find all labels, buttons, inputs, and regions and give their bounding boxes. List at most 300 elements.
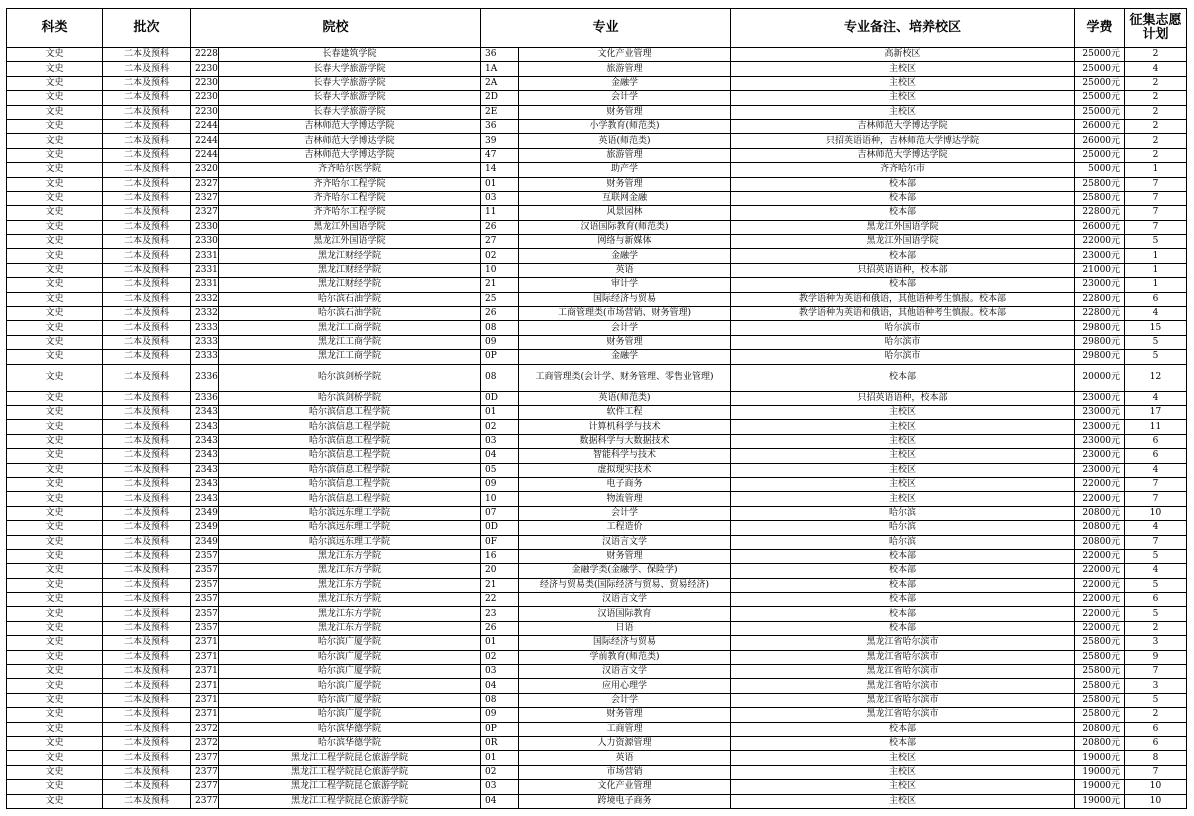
cell-school-name: 黑龙江工商学院	[219, 335, 481, 349]
cell-subject-type: 文史	[7, 794, 103, 808]
cell-tuition: 22800元	[1075, 206, 1125, 220]
cell-subject-type: 文史	[7, 708, 103, 722]
cell-batch: 二本及预科	[103, 621, 191, 635]
cell-school-code: 2377	[191, 765, 219, 779]
cell-major-code: 05	[481, 463, 519, 477]
table-row	[7, 405, 1187, 419]
cell-major-code: 16	[481, 549, 519, 563]
cell-major-notes: 校本部	[731, 278, 1075, 292]
cell-school-name: 哈尔滨信息工程学院	[219, 492, 481, 506]
cell-school-name: 长春大学旅游学院	[219, 105, 481, 119]
cell-subject-type: 文史	[7, 636, 103, 650]
cell-major-code: 36	[481, 119, 519, 133]
cell-tuition: 19000元	[1075, 751, 1125, 765]
table-row	[7, 350, 1187, 364]
cell-tuition: 26000元	[1075, 134, 1125, 148]
cell-subject-type: 文史	[7, 48, 103, 62]
cell-major-name: 日语	[519, 621, 731, 635]
cell-school-name: 哈尔滨远东理工学院	[219, 521, 481, 535]
cell-plan-count: 2	[1125, 76, 1187, 90]
cell-major-notes: 教学语种为英语和俄语，其他语种考生慎报。校本部	[731, 307, 1075, 321]
header-major-notes: 专业备注、培养校区	[731, 9, 1075, 48]
cell-major-name: 学前教育(师范类)	[519, 650, 731, 664]
cell-major-name: 国际经济与贸易	[519, 292, 731, 306]
cell-major-name: 工商管理类(会计学、财务管理、零售业管理)	[519, 364, 731, 391]
cell-plan-count: 2	[1125, 105, 1187, 119]
cell-school-code: 2349	[191, 535, 219, 549]
cell-batch: 二本及预科	[103, 405, 191, 419]
cell-plan-count: 4	[1125, 391, 1187, 405]
table-row	[7, 607, 1187, 621]
cell-school-code: 2371	[191, 636, 219, 650]
cell-plan-count: 2	[1125, 91, 1187, 105]
cell-major-notes: 校本部	[731, 191, 1075, 205]
cell-batch: 二本及预科	[103, 148, 191, 162]
table-row	[7, 794, 1187, 808]
cell-batch: 二本及预科	[103, 636, 191, 650]
cell-school-code: 2230	[191, 105, 219, 119]
cell-major-notes: 黑龙江省哈尔滨市	[731, 693, 1075, 707]
cell-major-name: 会计学	[519, 506, 731, 520]
cell-batch: 二本及预科	[103, 794, 191, 808]
cell-major-code: 1A	[481, 62, 519, 76]
cell-school-name: 哈尔滨广厦学院	[219, 708, 481, 722]
cell-major-name: 会计学	[519, 693, 731, 707]
cell-school-name: 哈尔滨广厦学院	[219, 679, 481, 693]
cell-school-name: 哈尔滨华德学院	[219, 722, 481, 736]
cell-plan-count: 8	[1125, 751, 1187, 765]
cell-major-notes: 主校区	[731, 751, 1075, 765]
cell-school-name: 哈尔滨信息工程学院	[219, 420, 481, 434]
cell-school-name: 长春建筑学院	[219, 48, 481, 62]
cell-school-code: 2357	[191, 621, 219, 635]
cell-plan-count: 4	[1125, 521, 1187, 535]
cell-school-name: 齐齐哈尔工程学院	[219, 206, 481, 220]
cell-major-notes: 校本部	[731, 607, 1075, 621]
cell-school-name: 吉林师范大学博达学院	[219, 148, 481, 162]
cell-major-notes: 黑龙江省哈尔滨市	[731, 679, 1075, 693]
cell-school-code: 2372	[191, 722, 219, 736]
cell-tuition: 22000元	[1075, 492, 1125, 506]
cell-subject-type: 文史	[7, 62, 103, 76]
cell-batch: 二本及预科	[103, 335, 191, 349]
cell-major-code: 0P	[481, 350, 519, 364]
cell-major-name: 财务管理	[519, 708, 731, 722]
table-row	[7, 91, 1187, 105]
cell-major-name: 风景园林	[519, 206, 731, 220]
cell-plan-count: 7	[1125, 177, 1187, 191]
table-row	[7, 278, 1187, 292]
table-row	[7, 593, 1187, 607]
cell-major-notes: 哈尔滨	[731, 535, 1075, 549]
cell-major-code: 09	[481, 708, 519, 722]
cell-subject-type: 文史	[7, 263, 103, 277]
cell-major-notes: 主校区	[731, 780, 1075, 794]
cell-plan-count: 6	[1125, 434, 1187, 448]
cell-batch: 二本及预科	[103, 463, 191, 477]
cell-major-notes: 吉林师范大学博达学院	[731, 148, 1075, 162]
cell-major-notes: 校本部	[731, 206, 1075, 220]
table-body	[7, 48, 1187, 809]
table-row	[7, 263, 1187, 277]
cell-subject-type: 文史	[7, 736, 103, 750]
table-row	[7, 636, 1187, 650]
cell-tuition: 25000元	[1075, 148, 1125, 162]
cell-school-name: 黑龙江工程学院昆仑旅游学院	[219, 765, 481, 779]
table-row	[7, 492, 1187, 506]
cell-school-name: 黑龙江工商学院	[219, 350, 481, 364]
cell-major-name: 英语(师范类)	[519, 391, 731, 405]
cell-school-code: 2343	[191, 405, 219, 419]
cell-school-name: 黑龙江东方学院	[219, 564, 481, 578]
cell-major-notes: 校本部	[731, 549, 1075, 563]
cell-tuition: 25800元	[1075, 665, 1125, 679]
cell-school-code: 2371	[191, 679, 219, 693]
cell-school-name: 哈尔滨广厦学院	[219, 665, 481, 679]
table-row	[7, 751, 1187, 765]
cell-major-notes: 哈尔滨市	[731, 321, 1075, 335]
cell-tuition: 25800元	[1075, 679, 1125, 693]
cell-major-notes: 主校区	[731, 91, 1075, 105]
cell-tuition: 5000元	[1075, 163, 1125, 177]
cell-major-notes: 只招英语语种，校本部	[731, 391, 1075, 405]
cell-batch: 二本及预科	[103, 105, 191, 119]
cell-major-notes: 高新校区	[731, 48, 1075, 62]
cell-major-notes: 主校区	[731, 765, 1075, 779]
table-row	[7, 163, 1187, 177]
table-row	[7, 177, 1187, 191]
cell-subject-type: 文史	[7, 321, 103, 335]
cell-tuition: 19000元	[1075, 794, 1125, 808]
cell-major-notes: 吉林师范大学博达学院	[731, 119, 1075, 133]
cell-batch: 二本及预科	[103, 350, 191, 364]
cell-major-name: 软件工程	[519, 405, 731, 419]
enrollment-plan-table	[6, 8, 1187, 809]
cell-major-code: 20	[481, 564, 519, 578]
cell-major-notes: 主校区	[731, 434, 1075, 448]
cell-major-name: 国际经济与贸易	[519, 636, 731, 650]
cell-major-notes: 黑龙江省哈尔滨市	[731, 636, 1075, 650]
cell-school-code: 2371	[191, 650, 219, 664]
cell-major-code: 04	[481, 794, 519, 808]
cell-subject-type: 文史	[7, 679, 103, 693]
cell-major-code: 0P	[481, 722, 519, 736]
cell-batch: 二本及预科	[103, 191, 191, 205]
cell-school-code: 2371	[191, 708, 219, 722]
cell-major-code: 01	[481, 177, 519, 191]
cell-major-code: 03	[481, 665, 519, 679]
cell-subject-type: 文史	[7, 521, 103, 535]
table-row	[7, 736, 1187, 750]
cell-batch: 二本及预科	[103, 76, 191, 90]
cell-batch: 二本及预科	[103, 679, 191, 693]
cell-tuition: 22000元	[1075, 607, 1125, 621]
cell-plan-count: 5	[1125, 693, 1187, 707]
cell-major-name: 金融学	[519, 249, 731, 263]
cell-subject-type: 文史	[7, 292, 103, 306]
table-row	[7, 578, 1187, 592]
cell-major-code: 08	[481, 321, 519, 335]
cell-major-code: 08	[481, 693, 519, 707]
cell-plan-count: 1	[1125, 249, 1187, 263]
cell-subject-type: 文史	[7, 449, 103, 463]
cell-major-name: 英语(师范类)	[519, 134, 731, 148]
cell-school-name: 哈尔滨信息工程学院	[219, 434, 481, 448]
cell-plan-count: 2	[1125, 148, 1187, 162]
cell-batch: 二本及预科	[103, 119, 191, 133]
cell-major-name: 工程造价	[519, 521, 731, 535]
cell-major-notes: 主校区	[731, 76, 1075, 90]
cell-major-code: 02	[481, 765, 519, 779]
cell-tuition: 25000元	[1075, 76, 1125, 90]
cell-batch: 二本及预科	[103, 722, 191, 736]
cell-major-notes: 主校区	[731, 105, 1075, 119]
cell-school-name: 黑龙江工程学院昆仑旅游学院	[219, 794, 481, 808]
cell-major-code: 10	[481, 492, 519, 506]
cell-school-name: 齐齐哈尔工程学院	[219, 191, 481, 205]
cell-major-code: 2E	[481, 105, 519, 119]
cell-school-name: 哈尔滨广厦学院	[219, 636, 481, 650]
cell-major-name: 英语	[519, 263, 731, 277]
cell-tuition: 26000元	[1075, 119, 1125, 133]
cell-major-name: 经济与贸易类(国际经济与贸易、贸易经济)	[519, 578, 731, 592]
table-row	[7, 191, 1187, 205]
cell-subject-type: 文史	[7, 350, 103, 364]
cell-school-code: 2230	[191, 62, 219, 76]
cell-major-code: 03	[481, 780, 519, 794]
cell-tuition: 29800元	[1075, 350, 1125, 364]
cell-major-name: 跨境电子商务	[519, 794, 731, 808]
table-row	[7, 206, 1187, 220]
cell-subject-type: 文史	[7, 278, 103, 292]
cell-tuition: 25000元	[1075, 62, 1125, 76]
cell-school-name: 黑龙江东方学院	[219, 621, 481, 635]
cell-batch: 二本及预科	[103, 235, 191, 249]
cell-batch: 二本及预科	[103, 263, 191, 277]
header-batch: 批次	[103, 9, 191, 48]
cell-school-code: 2377	[191, 751, 219, 765]
cell-tuition: 25800元	[1075, 650, 1125, 664]
cell-school-code: 2371	[191, 665, 219, 679]
cell-subject-type: 文史	[7, 405, 103, 419]
cell-tuition: 22000元	[1075, 564, 1125, 578]
cell-plan-count: 3	[1125, 636, 1187, 650]
cell-batch: 二本及预科	[103, 693, 191, 707]
cell-tuition: 23000元	[1075, 434, 1125, 448]
header-subject-type: 科类	[7, 9, 103, 48]
cell-school-name: 黑龙江财经学院	[219, 249, 481, 263]
cell-major-code: 21	[481, 278, 519, 292]
cell-subject-type: 文史	[7, 463, 103, 477]
cell-major-name: 金融学类(金融学、保险学)	[519, 564, 731, 578]
cell-plan-count: 5	[1125, 549, 1187, 563]
cell-plan-count: 5	[1125, 607, 1187, 621]
cell-major-code: 02	[481, 650, 519, 664]
cell-subject-type: 文史	[7, 420, 103, 434]
table-row	[7, 549, 1187, 563]
cell-major-code: 0D	[481, 391, 519, 405]
cell-school-code: 2244	[191, 119, 219, 133]
cell-major-name: 物流管理	[519, 492, 731, 506]
cell-batch: 二本及预科	[103, 62, 191, 76]
cell-major-code: 01	[481, 751, 519, 765]
cell-subject-type: 文史	[7, 235, 103, 249]
cell-school-name: 吉林师范大学博达学院	[219, 134, 481, 148]
table-row	[7, 434, 1187, 448]
cell-school-name: 哈尔滨远东理工学院	[219, 506, 481, 520]
cell-major-name: 财务管理	[519, 105, 731, 119]
table-row	[7, 105, 1187, 119]
cell-major-name: 网络与新媒体	[519, 235, 731, 249]
table-row	[7, 708, 1187, 722]
cell-major-notes: 主校区	[731, 794, 1075, 808]
cell-major-code: 39	[481, 134, 519, 148]
cell-batch: 二本及预科	[103, 593, 191, 607]
cell-subject-type: 文史	[7, 765, 103, 779]
cell-subject-type: 文史	[7, 148, 103, 162]
cell-school-code: 2327	[191, 206, 219, 220]
table-row	[7, 235, 1187, 249]
cell-major-name: 英语	[519, 751, 731, 765]
cell-school-code: 2331	[191, 278, 219, 292]
cell-subject-type: 文史	[7, 506, 103, 520]
cell-plan-count: 9	[1125, 650, 1187, 664]
cell-school-code: 2330	[191, 220, 219, 234]
table-row	[7, 463, 1187, 477]
cell-school-code: 2333	[191, 335, 219, 349]
table-row	[7, 119, 1187, 133]
cell-subject-type: 文史	[7, 220, 103, 234]
cell-tuition: 23000元	[1075, 405, 1125, 419]
cell-subject-type: 文史	[7, 693, 103, 707]
cell-major-code: 03	[481, 191, 519, 205]
cell-plan-count: 7	[1125, 535, 1187, 549]
cell-subject-type: 文史	[7, 163, 103, 177]
cell-major-name: 工商管理	[519, 722, 731, 736]
cell-major-code: 04	[481, 449, 519, 463]
cell-subject-type: 文史	[7, 391, 103, 405]
cell-school-code: 2357	[191, 607, 219, 621]
enrollment-table-container	[6, 8, 1186, 809]
cell-batch: 二本及预科	[103, 307, 191, 321]
cell-school-code: 2333	[191, 321, 219, 335]
cell-plan-count: 7	[1125, 206, 1187, 220]
cell-batch: 二本及预科	[103, 751, 191, 765]
table-row	[7, 148, 1187, 162]
table-row	[7, 48, 1187, 62]
cell-school-name: 哈尔滨剑桥学院	[219, 364, 481, 391]
cell-tuition: 21000元	[1075, 263, 1125, 277]
cell-major-notes: 教学语种为英语和俄语，其他语种考生慎报。校本部	[731, 292, 1075, 306]
cell-plan-count: 4	[1125, 307, 1187, 321]
cell-major-name: 电子商务	[519, 477, 731, 491]
cell-tuition: 25000元	[1075, 48, 1125, 62]
cell-major-notes: 主校区	[731, 463, 1075, 477]
cell-tuition: 22800元	[1075, 292, 1125, 306]
cell-batch: 二本及预科	[103, 48, 191, 62]
cell-major-notes: 校本部	[731, 621, 1075, 635]
cell-school-code: 2343	[191, 477, 219, 491]
cell-plan-count: 5	[1125, 335, 1187, 349]
cell-subject-type: 文史	[7, 364, 103, 391]
cell-school-name: 哈尔滨信息工程学院	[219, 405, 481, 419]
cell-plan-count: 7	[1125, 477, 1187, 491]
cell-school-code: 2336	[191, 364, 219, 391]
cell-plan-count: 6	[1125, 722, 1187, 736]
cell-tuition: 26000元	[1075, 220, 1125, 234]
cell-batch: 二本及预科	[103, 163, 191, 177]
cell-batch: 二本及预科	[103, 477, 191, 491]
cell-major-name: 汉语言文学	[519, 665, 731, 679]
cell-major-name: 小学教育(师范类)	[519, 119, 731, 133]
cell-tuition: 25800元	[1075, 191, 1125, 205]
cell-plan-count: 7	[1125, 492, 1187, 506]
cell-school-code: 2349	[191, 506, 219, 520]
cell-major-name: 智能科学与技术	[519, 449, 731, 463]
cell-major-code: 11	[481, 206, 519, 220]
cell-tuition: 22000元	[1075, 235, 1125, 249]
cell-subject-type: 文史	[7, 665, 103, 679]
cell-major-notes: 校本部	[731, 564, 1075, 578]
cell-school-code: 2377	[191, 794, 219, 808]
cell-major-name: 文化产业管理	[519, 48, 731, 62]
cell-major-notes: 主校区	[731, 420, 1075, 434]
cell-major-name: 助产学	[519, 163, 731, 177]
cell-major-name: 旅游管理	[519, 148, 731, 162]
cell-batch: 二本及预科	[103, 391, 191, 405]
cell-school-code: 2244	[191, 148, 219, 162]
cell-plan-count: 4	[1125, 463, 1187, 477]
cell-batch: 二本及预科	[103, 321, 191, 335]
cell-tuition: 29800元	[1075, 321, 1125, 335]
cell-major-name: 应用心理学	[519, 679, 731, 693]
cell-tuition: 23000元	[1075, 463, 1125, 477]
cell-plan-count: 7	[1125, 220, 1187, 234]
cell-school-name: 哈尔滨信息工程学院	[219, 463, 481, 477]
cell-school-name: 长春大学旅游学院	[219, 76, 481, 90]
cell-major-code: 26	[481, 220, 519, 234]
cell-batch: 二本及预科	[103, 278, 191, 292]
cell-school-code: 2327	[191, 177, 219, 191]
cell-major-name: 人力资源管理	[519, 736, 731, 750]
table-row	[7, 722, 1187, 736]
cell-major-notes: 主校区	[731, 405, 1075, 419]
cell-subject-type: 文史	[7, 780, 103, 794]
cell-school-code: 2349	[191, 521, 219, 535]
cell-major-name: 财务管理	[519, 335, 731, 349]
cell-tuition: 20800元	[1075, 506, 1125, 520]
table-row	[7, 665, 1187, 679]
table-row	[7, 335, 1187, 349]
cell-school-code: 2244	[191, 134, 219, 148]
table-row	[7, 220, 1187, 234]
cell-tuition: 23000元	[1075, 449, 1125, 463]
cell-plan-count: 10	[1125, 794, 1187, 808]
cell-batch: 二本及预科	[103, 549, 191, 563]
cell-plan-count: 17	[1125, 405, 1187, 419]
cell-batch: 二本及预科	[103, 492, 191, 506]
cell-plan-count: 6	[1125, 292, 1187, 306]
cell-tuition: 19000元	[1075, 780, 1125, 794]
cell-major-name: 数据科学与大数据技术	[519, 434, 731, 448]
cell-major-name: 汉语言文学	[519, 535, 731, 549]
cell-school-name: 黑龙江外国语学院	[219, 235, 481, 249]
cell-tuition: 25000元	[1075, 105, 1125, 119]
cell-major-name: 市场营销	[519, 765, 731, 779]
cell-subject-type: 文史	[7, 607, 103, 621]
cell-plan-count: 5	[1125, 350, 1187, 364]
cell-major-notes: 校本部	[731, 736, 1075, 750]
